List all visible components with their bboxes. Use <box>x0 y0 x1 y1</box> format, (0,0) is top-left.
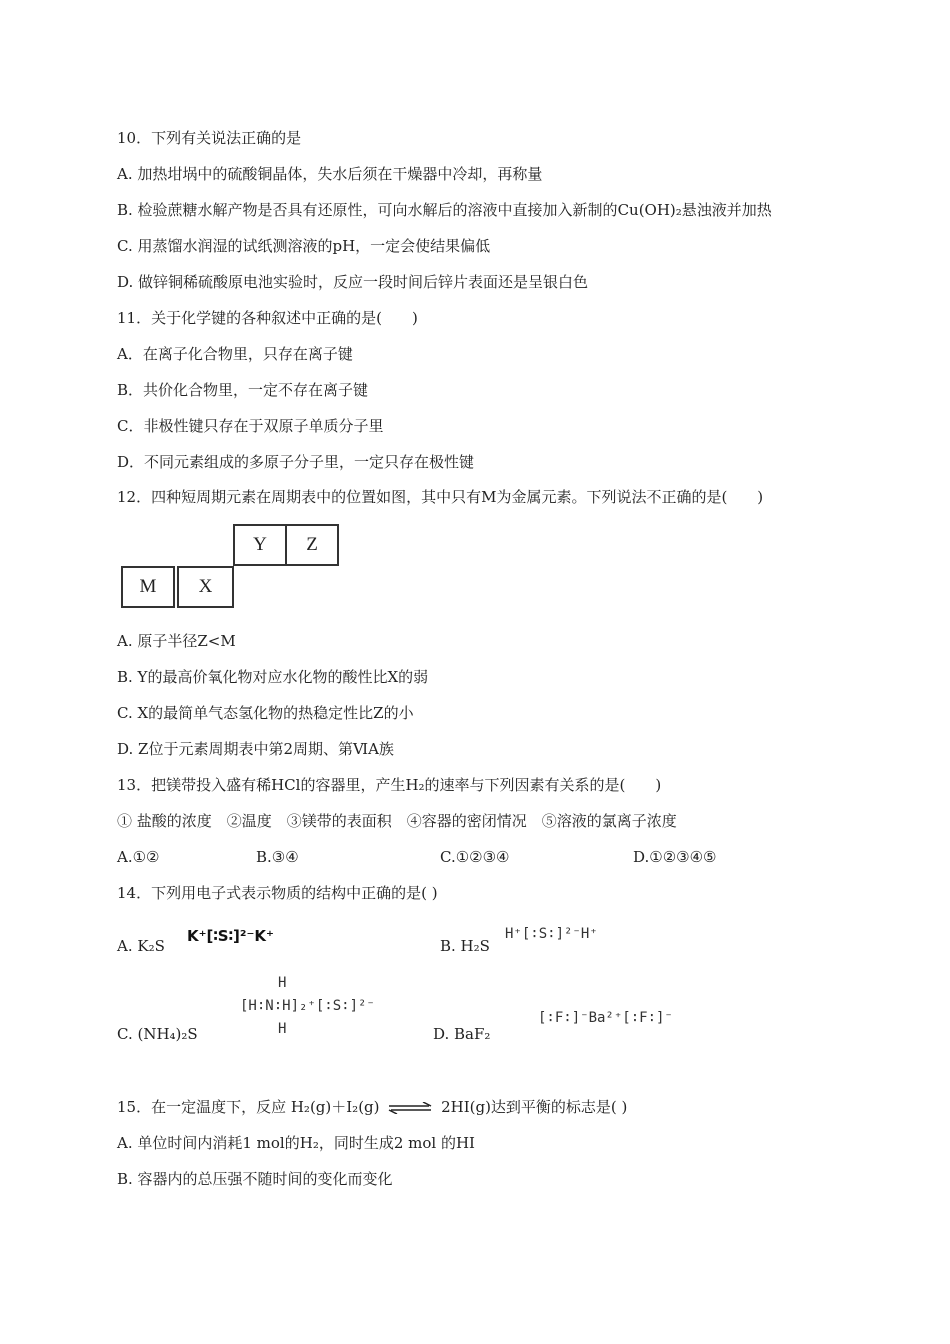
q11-option-b: B．共价化合物里，一定不存在离子键 <box>117 381 369 399</box>
q13-option-a: A.①② <box>117 848 160 866</box>
q11-option-d: D．不同元素组成的多原子分子里，一定只存在极性键 <box>117 453 475 471</box>
q14-option-c-label: C. (NH₄)₂S <box>117 1025 198 1043</box>
q11-option-a: A．在离子化合物里，只存在离子键 <box>117 345 353 363</box>
cell-x: X <box>177 566 234 608</box>
q14-option-b-formula: H⁺[∶S∶]²⁻H⁺ <box>505 926 598 942</box>
cell-y: Y <box>233 524 287 566</box>
q15-stem <box>117 1097 627 1117</box>
q14-option-c-formula-bot: H <box>278 1021 287 1037</box>
q12-option-a: A. 原子半径Z<M <box>117 632 236 650</box>
q14-option-a-label: A. K₂S <box>117 937 165 955</box>
q14-option-b-label: B. H₂S <box>440 937 490 955</box>
q12-option-b: B. Y的最高价氧化物对应水化物的酸性比X的弱 <box>117 668 429 686</box>
q10-option-d: D. 做锌铜稀硫酸原电池实验时，反应一段时间后锌片表面还是呈银白色 <box>117 273 589 291</box>
q15-option-a: A. 单位时间内消耗1 mol的H₂，同时生成2 mol 的HI <box>117 1134 475 1152</box>
q14-stem: 14．下列用电子式表示物质的结构中正确的是( ) <box>117 884 438 902</box>
q14-option-d-label: D. BaF₂ <box>433 1025 491 1043</box>
q13-option-b: B.③④ <box>256 848 299 866</box>
q14-option-a-formula: K⁺[∶S∶]²⁻K⁺ <box>187 927 274 945</box>
q12-option-d: D. Z位于元素周期表中第2周期、第ⅥA族 <box>117 740 394 758</box>
q14-option-c-formula-mid: [H∶N∶H]₂⁺[∶S∶]²⁻ <box>240 998 375 1014</box>
q10-option-b: B. 检验蔗糖水解产物是否具有还原性，可向水解后的溶液中直接加入新制的Cu(OH)₂悬浊液并加热 <box>117 201 772 219</box>
q12-option-c: C. X的最简单气态氢化物的热稳定性比Z的小 <box>117 704 414 722</box>
cell-m: M <box>121 566 175 608</box>
q11-option-c: C．非极性键只存在于双原子单质分子里 <box>117 417 384 435</box>
q13-option-c: C.①②③④ <box>440 848 510 866</box>
equilibrium-arrow-icon <box>387 1102 433 1114</box>
cell-z: Z <box>285 524 339 566</box>
q13-factors: ① 盐酸的浓度 ②温度 ③镁带的表面积 ④容器的密闭情况 ⑤溶液的氯离子浓度 <box>117 812 677 830</box>
q14-option-d-formula: [∶F∶]⁻Ba²⁺[∶F∶]⁻ <box>538 1010 673 1026</box>
q13-stem: 13．把镁带投入盛有稀HCl的容器里，产生H₂的速率与下列因素有关系的是( ) <box>117 776 662 794</box>
q15-option-b: B. 容器内的总压强不随时间的变化而变化 <box>117 1170 393 1188</box>
q12-stem: 12．四种短周期元素在周期表中的位置如图，其中只有M为金属元素。下列说法不正确的是( ) <box>117 488 764 506</box>
q10-stem: 10．下列有关说法正确的是 <box>117 129 302 147</box>
q15-stem-products: 2HI(g)达到平衡的标志是( ) <box>441 1098 628 1116</box>
q13-option-d: D.①②③④⑤ <box>633 848 717 866</box>
q10-option-a: A. 加热坩埚中的硫酸铜晶体，失水后须在干燥器中冷却，再称量 <box>117 165 543 183</box>
q15-stem-reactants: 15．在一定温度下，反应 H₂(g)＋I₂(g) <box>117 1098 380 1116</box>
q10-option-c: C. 用蒸馏水润湿的试纸测溶液的pH，一定会使结果偏低 <box>117 237 491 255</box>
q14-option-c-formula-top: H <box>278 975 287 991</box>
q11-stem: 11．关于化学键的各种叙述中正确的是( ) <box>117 309 418 327</box>
